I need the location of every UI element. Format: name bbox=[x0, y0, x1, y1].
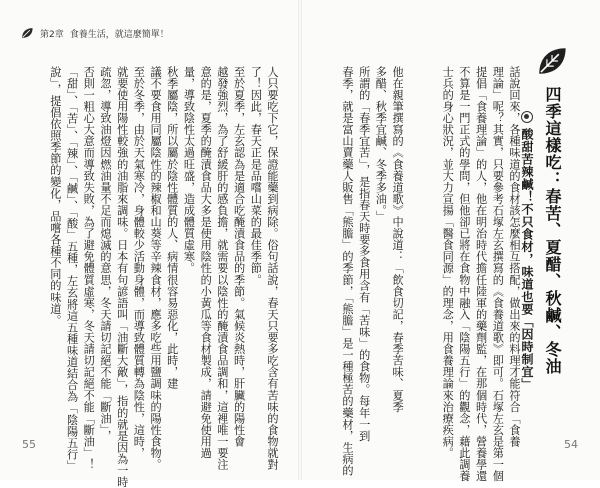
text-line: 所謂的「春季宜苦」，是指春天時要多食用含有「苦味」的食物。每年一到 bbox=[357, 66, 371, 442]
right-body-text bbox=[338, 66, 522, 482]
text-line: 至於夏季，左玄認為是適合吃醃漬食品的季節。氣候炎熱時，肝臟的陽性會 bbox=[232, 66, 246, 448]
text-line: 否則一粗心大意而導致失敗，為了避免體質虛寒，冬天請切記絕不能「斷油」！ bbox=[82, 66, 96, 471]
leaf-icon bbox=[20, 26, 34, 40]
text-line: 就要使用陽性較強的油脂來調味。日本有句諺語叫「油斷大敵」，指的就是因為一時 bbox=[115, 66, 129, 488]
circle-bullet-icon bbox=[521, 111, 533, 123]
page-number-right: 54 bbox=[564, 438, 578, 451]
section-title: 四季這樣吃：春苦、夏醋、秋鹹、冬油 bbox=[543, 86, 562, 375]
text-line: 至於冬季，由於天氣寒冷，身體較少活動身體，而導致體質轉為陰性，這時， bbox=[132, 66, 146, 459]
text-line: 提倡「食養理論」的人，他在明治時代擔任陸軍的藥劑監，在那個時代，營養學還 bbox=[474, 66, 488, 482]
text-line: 「甜」、「苦」、「辣」、「鹹」、「酸」五種，左玄將這五種味道結合為「陰陽五行」 bbox=[65, 66, 79, 472]
text-line: 話說回來，各種味道的食材該怎麼相互搭配，做出來的料理才能符合「食養 bbox=[508, 66, 521, 448]
leaf-icon bbox=[535, 44, 569, 78]
section-subtitle: 酸甜苦辣鹹！不只食材，味道也要「因時制宜」 bbox=[520, 128, 534, 391]
text-line: 說」，提倡依照季節的變化，品嚐各種不同的味道。 bbox=[48, 66, 62, 327]
text-line: 意的是，夏季的醃漬食品大多是使用陰性的小黃瓜等食材製成，請避免使用過 bbox=[199, 66, 213, 459]
text-line: 春季，就是富山賣藥人販售「熊膽」的季節，「熊膽」是一種極苦的藥材，生病的 bbox=[340, 66, 354, 477]
left-page bbox=[0, 0, 298, 488]
left-body-text bbox=[46, 66, 280, 488]
text-line bbox=[422, 66, 439, 426]
text-line: 越發強烈，為了舒緩肝的感負擔，就需要以陰性的醃漬食品調和，這裡唯一要注 bbox=[215, 66, 229, 471]
text-line: 疏忽，導致油燈因燃油量不足而熄滅的意思，冬天請切記絕不能「斷油」， bbox=[98, 66, 112, 442]
text-line bbox=[405, 66, 422, 426]
text-line: 他在親筆撰寫的《食養道歌》中說道：「飲食切記，春季苦味、夏季 bbox=[391, 66, 405, 413]
text-line: 議不要食用同屬陰性的辣椒和山葵等辛辣食材，應多吃些用鹽調味的陽性食物。 bbox=[149, 66, 163, 471]
text-line: 多醋、秋季宜鹹、冬季多油。」 bbox=[374, 66, 388, 223]
text-line: 士兵的身心狀況，並大力宣揚「醫食同源」的理念，用食養理論來治療疾病。 bbox=[441, 66, 455, 459]
text-line: 了！因此，春天正是品嚐山菜的最佳季節。 bbox=[249, 66, 263, 286]
chapter-title: 食養生活，就這麼簡單！ bbox=[69, 29, 169, 40]
chapter-label: 第2章 bbox=[40, 29, 64, 40]
text-line: 理論」呢？其實，只要參考石塚左玄撰寫的《食養道歌》即可。石塚左玄是第一個 bbox=[491, 66, 505, 482]
text-line: 量，導致陰性太過旺盛，造成體質虛寒。 bbox=[182, 66, 196, 274]
text-line: 秋季屬陰，所以屬於陰性體質的人、病情很容易惡化，此時，建 bbox=[165, 66, 179, 390]
page-number-left: 55 bbox=[22, 438, 36, 451]
chapter-header bbox=[20, 26, 169, 40]
text-line: 人只要吃下它，保證能藥到病除。俗句話說，春天只要多吃含有苦味的食物就對 bbox=[266, 66, 279, 471]
text-line: 不算是一門正式的學問，但他卻已將在食物中融入「陰陽五行」的觀念，藉此調養 bbox=[457, 66, 471, 482]
